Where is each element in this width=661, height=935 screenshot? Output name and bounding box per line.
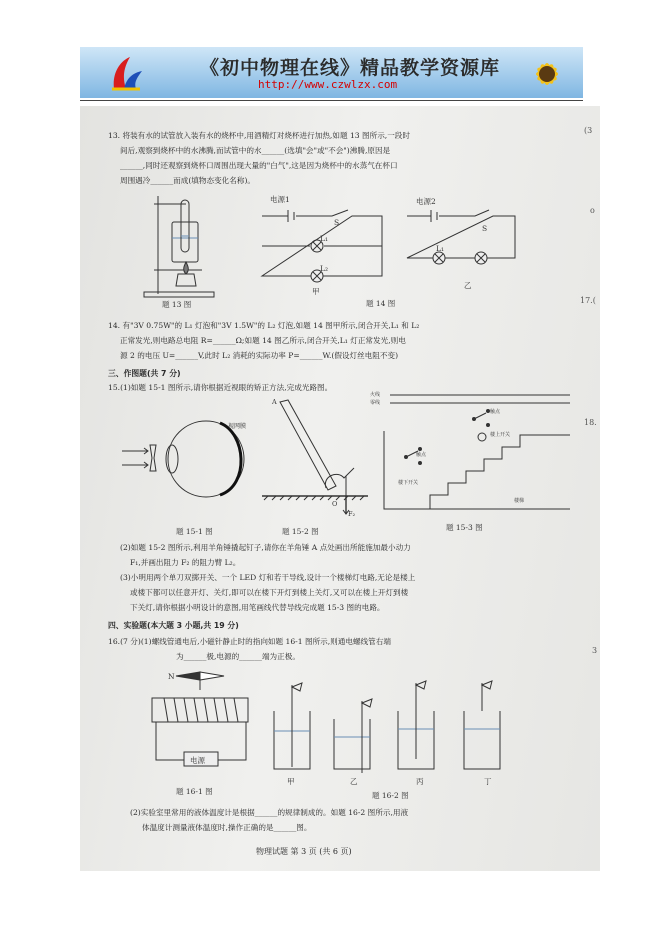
q13-line: ______,同时还观察到烧杯口周围出现大量的"白气",这是因为烧杯中的水蒸气在杯口 — [120, 161, 398, 170]
banner-title: 《初中物理在线》精品教学资源库 — [200, 57, 501, 79]
q14-line: 源 2 的电压 U=______V,此时 L₂ 消耗的实际功率 P=______W.(假设灯丝电阻不变) — [120, 351, 399, 360]
fig14-circuit-right — [405, 206, 517, 268]
section3-heading: 三、作图题(共 7 分) — [108, 369, 181, 378]
fig14-switch-right: S — [482, 224, 488, 233]
fig16-2-beakers — [270, 681, 520, 781]
fig13-apparatus — [140, 192, 220, 302]
fig14-right-name: 乙 — [464, 281, 472, 290]
fig15-2-force: F₂ — [348, 510, 356, 518]
fig16-1-needle-label: N — [168, 672, 175, 681]
q13-line: 13. 将装有水的试管放入装有水的烧杯中,用酒精灯对烧杯进行加热,如题 13 图所示,一段时 — [108, 131, 410, 140]
q16-line: 16.(7 分)(1)螺线管通电后,小磁针静止时的指向如题 16-1 图所示,则通电螺线管右端 — [108, 637, 391, 646]
fig15-3-caption: 题 15-3 图 — [446, 523, 483, 532]
q16-line: (2)实验室里常用的液体温度计是根据______的规律制成的。如题 16-2 图所示,用液 — [130, 808, 409, 817]
q15-line: (3)小明用两个单刀双掷开关、一个 LED 灯和若干导线,设计一个楼梯灯电路,无论是楼上 — [120, 573, 416, 582]
section4-heading: 四、实验题(本大题 3 小题,共 19 分) — [108, 621, 239, 630]
fig16-2-label-b: 乙 — [350, 777, 358, 786]
banner-divider — [80, 100, 583, 101]
fig13-caption: 题 13 图 — [162, 300, 192, 309]
fig15-2-point-o: O — [332, 500, 338, 508]
q13-line: 间后,观察到烧杯中的水沸腾,而试管中的水______(选填"会"或"不会")沸腾,原因是 — [120, 146, 391, 155]
margin-fragment: 17.( — [580, 296, 596, 305]
fig15-2-caption: 题 15-2 图 — [282, 527, 319, 536]
page-footer: 物理试题 第 3 页 (共 6 页) — [256, 847, 352, 856]
fig16-2-label-c: 丙 — [416, 777, 424, 786]
fig15-3-neutral-wire: 零线 — [370, 400, 381, 406]
fig16-2-label-d: 丁 — [484, 777, 492, 786]
fig14-source1-label: 电源1 — [270, 195, 290, 204]
fig14-switch-left: S — [334, 218, 340, 227]
fig14-l1-left: L₁ — [320, 234, 328, 243]
fig14-left-name: 甲 — [312, 287, 320, 296]
q16-line: 为______极,电源的______端为正极。 — [176, 652, 300, 661]
fig15-3-upstairs-switch: 楼上开关 — [490, 432, 511, 438]
fig15-3-downstairs-switch: 楼下开关 — [398, 480, 419, 486]
margin-fragment: 3 — [592, 646, 598, 655]
fig15-2-point-a: A — [272, 398, 277, 406]
exam-page-photo — [80, 106, 600, 871]
fig15-3-live-wire: 火线 — [370, 392, 381, 398]
fig16-2-label-a: 甲 — [287, 777, 295, 786]
fig16-2-caption: 题 16-2 图 — [372, 791, 409, 800]
fig16-1-solenoid — [146, 668, 266, 778]
fig14-source2-label: 电源2 — [416, 197, 436, 206]
sunflower-icon — [524, 51, 570, 97]
q13-line: 周围遇冷______而成(填物态变化名称)。 — [120, 176, 256, 185]
fig14-l1-right: L₁ — [436, 244, 444, 253]
fig14-l2-left: L₂ — [320, 264, 328, 273]
fig14-caption: 题 14 图 — [366, 299, 396, 308]
q15-line: (2)如题 15-2 图所示,利用羊角锤撬起钉子,请你在羊角锤 A 点处画出所能施加最小动力 — [120, 543, 411, 552]
fig15-2-hammer — [260, 396, 370, 516]
fig15-3-contact-label: 触点 — [416, 452, 427, 458]
logo-icon — [106, 53, 146, 93]
fig15-3-contact-label: 触点 — [490, 409, 501, 415]
margin-fragment: o — [590, 206, 595, 215]
banner-url[interactable]: http://www.czwlzx.com — [258, 78, 398, 91]
fig16-1-caption: 题 16-1 图 — [176, 787, 213, 796]
q16-line: 体温度计测量液体温度时,操作正确的是______图。 — [142, 823, 312, 832]
fig15-3-stairs-label: 楼梯 — [514, 498, 525, 504]
q15-line: 或楼下都可以任意开灯、关灯,即可以在楼下开灯到楼上关灯,又可以在楼上开灯到楼 — [130, 588, 409, 597]
fig16-1-source-label: 电源 — [190, 756, 205, 765]
fig15-1-caption: 题 15-1 图 — [176, 527, 213, 536]
margin-fragment: (3 — [584, 126, 593, 135]
fig15-3-stair-circuit — [370, 391, 576, 516]
q14-line: 正常发光,则电路总电阻 R=______Ω;如题 14 图乙所示,闭合开关,L₁ 灯正常发光,则电 — [120, 336, 406, 345]
q14-line: 14. 有"3V 0.75W"的 L₁ 灯泡和"3V 1.5W"的 L₂ 灯泡,如题 14 图甲所示,闭合开关,L₁ 和 L₂ — [108, 321, 420, 330]
q15-line: 15.(1)如题 15-1 图所示,请你根据近视眼的矫正方法,完成光路图。 — [108, 383, 333, 392]
q15-line: 下关灯,请你根据小明设计的意图,用笔画线代替导线完成题 15-3 图的电路。 — [130, 603, 385, 612]
q15-line: F₁,并画出阻力 F₂ 的阻力臂 L₂。 — [130, 558, 241, 567]
header-banner — [80, 47, 583, 98]
fig15-1-retina-label: 视网膜 — [228, 423, 247, 430]
margin-fragment: 18. — [584, 418, 597, 427]
